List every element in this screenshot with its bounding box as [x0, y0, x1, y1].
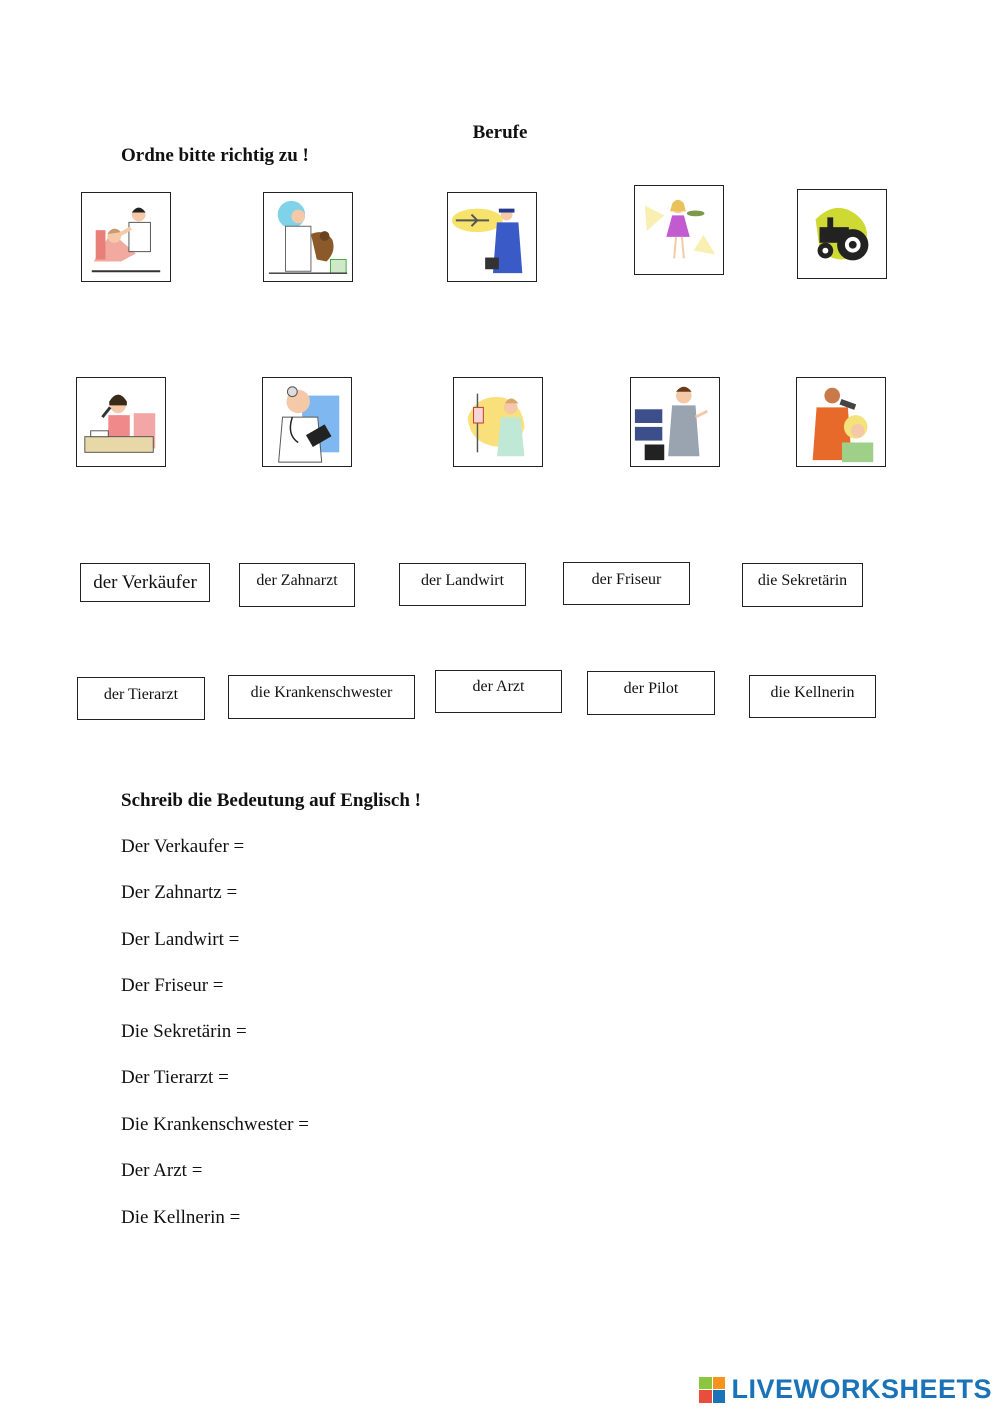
translation-line: Der Landwirt =	[121, 929, 240, 950]
secretary-icon[interactable]	[76, 377, 166, 467]
word-card[interactable]: die Krankenschwester	[228, 675, 415, 719]
liveworksheets-logo[interactable]	[699, 1374, 992, 1405]
word-card[interactable]: der Arzt	[435, 670, 562, 713]
translation-line: Der Verkaufer =	[121, 836, 245, 857]
word-card[interactable]: der Friseur	[563, 562, 690, 605]
translation-line: Der Friseur =	[121, 975, 224, 996]
tractor-icon[interactable]	[797, 189, 887, 279]
word-card[interactable]: der Zahnarzt	[239, 563, 355, 607]
page-title: Berufe	[472, 122, 528, 143]
translate-instruction: Schreib die Bedeutung auf Englisch !	[121, 790, 422, 811]
doctor-icon[interactable]	[262, 377, 352, 467]
waitress-icon[interactable]	[634, 185, 724, 275]
word-card[interactable]: der Tierarzt	[77, 677, 205, 720]
nurse-icon[interactable]	[453, 377, 543, 467]
translation-line: Die Krankenschwester =	[121, 1114, 309, 1135]
pilot-icon[interactable]	[447, 192, 537, 282]
logo-text: LIVEWORKSHEETS	[731, 1374, 992, 1404]
translation-line: Der Tierarzt =	[121, 1067, 229, 1088]
dentist-icon[interactable]	[81, 192, 171, 282]
salesman-icon[interactable]	[630, 377, 720, 467]
translation-line: Der Arzt =	[121, 1160, 203, 1181]
word-card[interactable]: die Kellnerin	[749, 675, 876, 718]
match-instruction: Ordne bitte richtig zu !	[121, 145, 309, 166]
liveworksheets-logo-icon	[699, 1377, 725, 1403]
word-card[interactable]: der Landwirt	[399, 563, 526, 606]
word-card[interactable]: der Pilot	[587, 671, 715, 715]
translation-line: Der Zahnartz =	[121, 882, 238, 903]
translation-line: Die Sekretärin =	[121, 1021, 247, 1042]
word-card[interactable]: die Sekretärin	[742, 563, 863, 607]
word-card[interactable]: der Verkäufer	[80, 563, 210, 602]
veterinarian-icon[interactable]	[263, 192, 353, 282]
hairdresser-icon[interactable]	[796, 377, 886, 467]
translation-line: Die Kellnerin =	[121, 1207, 241, 1228]
